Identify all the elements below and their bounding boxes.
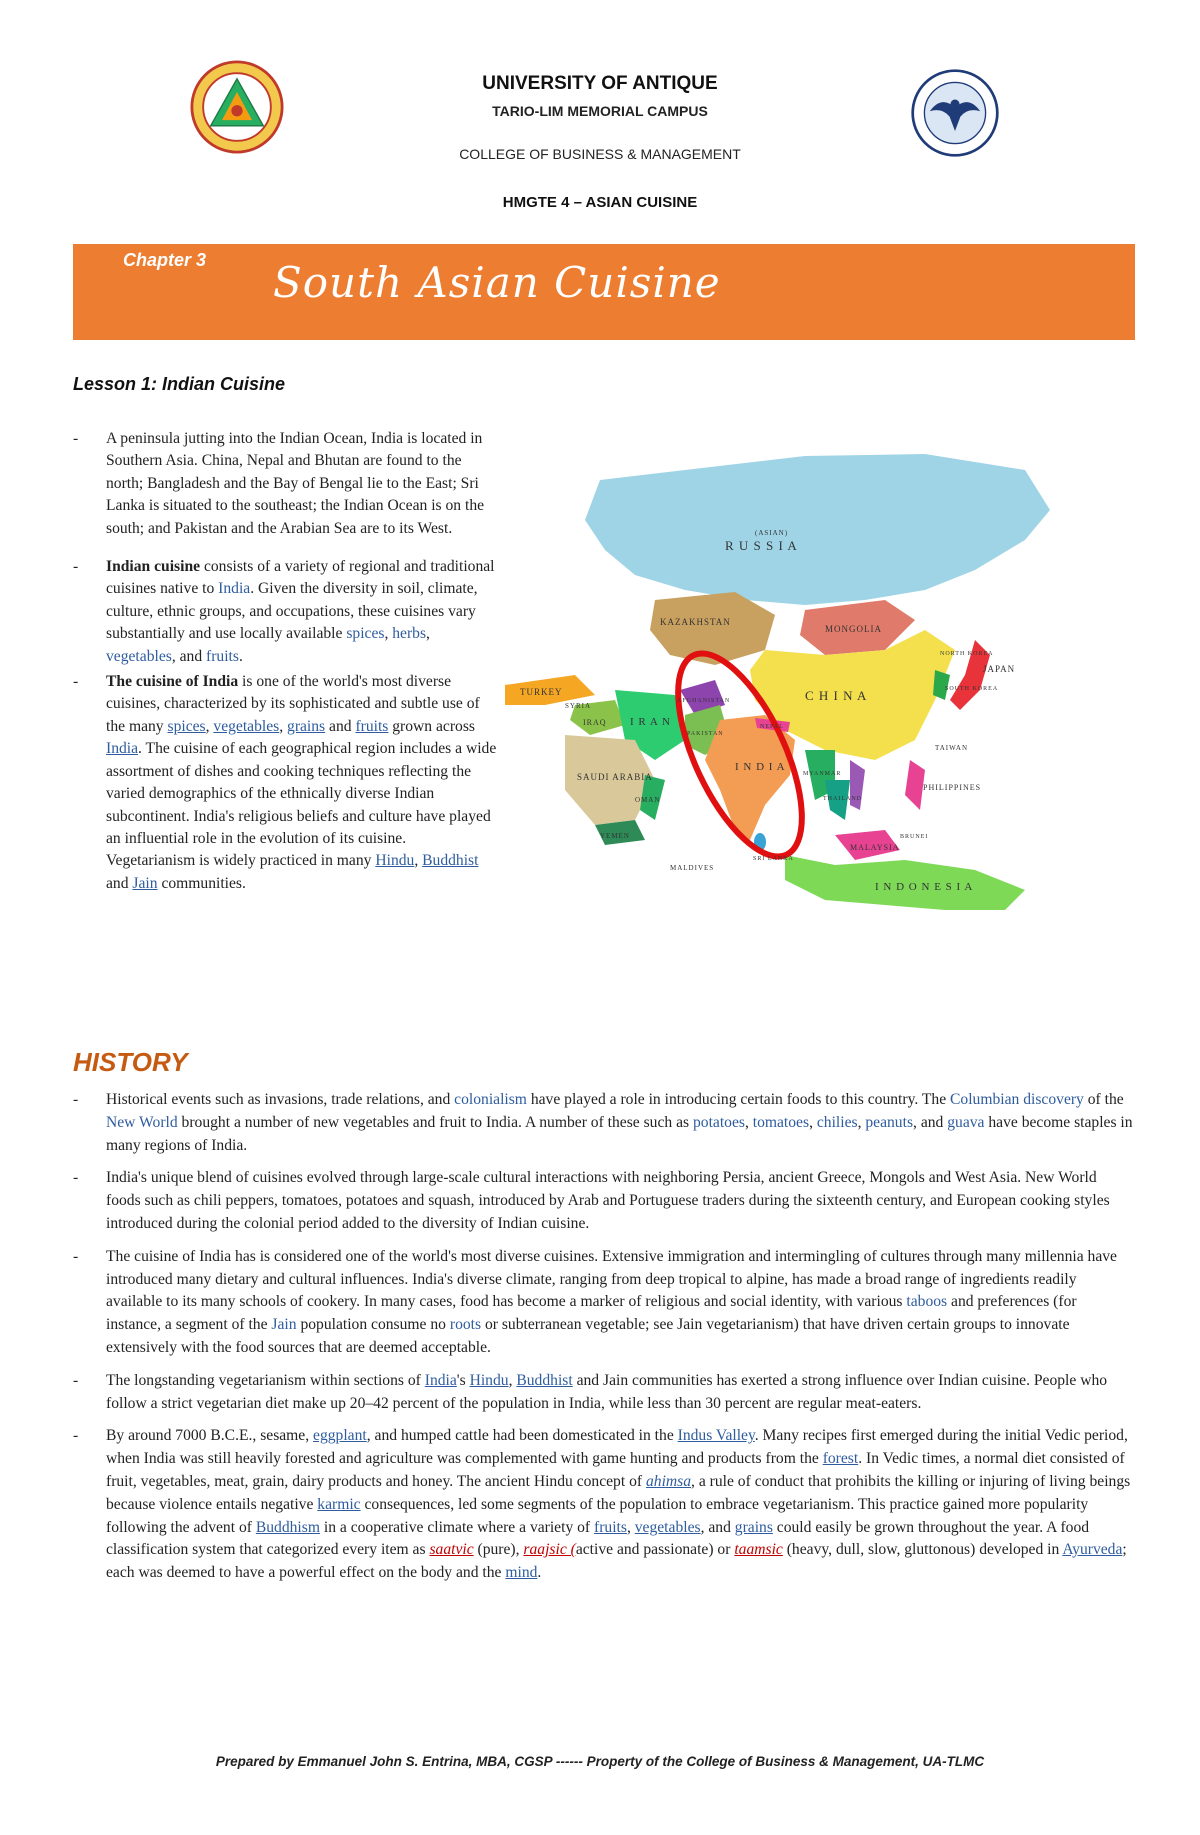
chapter-title: South Asian Cuisine (273, 258, 721, 307)
lesson-title: Lesson 1: Indian Cuisine (73, 374, 286, 394)
link-guava[interactable]: guava (947, 1113, 985, 1131)
map-label-maldives: MALDIVES (670, 864, 715, 872)
link-india-2[interactable]: India (106, 740, 139, 758)
map-philippines (905, 760, 925, 810)
map-label-thailand: THAILAND (823, 796, 862, 802)
history-bullet-4: - The longstanding vegetarianism within sections of India's Hindu, Buddhist and Jain communities has exerted a strong influence over Indian cuisine. People who follow a strict vegetarian diet make up 20–42 percent of the population in India, while less than 30 percent are regular meat-eaters. (73, 1371, 1108, 1412)
map-label-afghanistan: AFGHANISTAN (677, 698, 731, 704)
link-hindu[interactable]: Hindu (375, 852, 415, 870)
history-bullet-5: - By around 7000 B.C.E., sesame, eggplant, and humped cattle had been domesticated in the Indus Valley. Many recipes first emerged during the initial Vedic period, when India was still heavily forested and agriculture was complemented with game hunting and products from the forest. In Vedic times, a normal diet consisted of fruit, vegetables, meat, grain, dairy products and honey. The ancient Hindu concept of ahimsa, a rule of conduct that prohibits the killing or injuring of living beings because violence entails negative karmic consequences, led some segments of the population to embrace vegetarianism. This practice gained more popularity following the advent of Buddhism in a cooperative climate where a variety of fruits, vegetables, and grains could easily be grown throughout the year. A food classification system that categorized every item as saatvic (pure), raajsic (active and passionate) or taamsic (heavy, dull, slow, gluttonous) developed in Ayurveda; each was deemed to have a powerful effect on the body and the mind. (73, 1427, 1131, 1582)
link-fruits-3[interactable]: fruits (594, 1518, 627, 1536)
link-buddhist[interactable]: Buddhist (422, 852, 479, 870)
link-eggplant[interactable]: eggplant (313, 1427, 367, 1445)
university-name: UNIVERSITY OF ANTIQUE (482, 73, 718, 94)
link-ahimsa[interactable]: ahimsa (645, 1472, 692, 1490)
link-herbs[interactable]: herbs (392, 625, 427, 643)
map-label-sri-lanka: SRI LANKA (753, 856, 794, 862)
campus-name: TARIO-LIM MEMORIAL CAMPUS (492, 103, 708, 119)
link-peanuts[interactable]: peanuts (865, 1113, 914, 1131)
link-taboos[interactable]: taboos (906, 1293, 948, 1311)
link-india[interactable]: India (218, 580, 251, 598)
map-label-nepal: NEPAL (760, 724, 784, 730)
link-saatvic[interactable]: saatvic (429, 1541, 474, 1559)
history-bullet-2: - India's unique blend of cuisines evolved through large-scale cultural interactions with neighboring Persia, ancient Greece, Mongols and West Asia. New World foods such as chili peppers, tomatoes, potatoes and squash, introduced by Arab and Portuguese traders during the sixteenth century, and European cooking styles introduced during the colonial period added to the diversity of Indian cuisine. (73, 1169, 1110, 1232)
chapter-banner (73, 244, 1135, 340)
page-footer: Prepared by Emmanuel John S. Entrina, MBA, CGSP ------ Property of the College of Business & Management, UA-TLMC (215, 1754, 985, 1769)
college-name: COLLEGE OF BUSINESS & MANAGEMENT (459, 146, 741, 162)
map-label-north-korea: NORTH KOREA (940, 651, 994, 657)
link-columbian-discovery[interactable]: Columbian discovery (950, 1091, 1084, 1108)
link-vegetables-2[interactable]: vegetables (213, 717, 280, 735)
map-label-russia-small: (ASIAN) (755, 529, 789, 537)
link-vegetables[interactable]: vegetables (106, 647, 172, 665)
link-hindu-2[interactable]: Hindu (469, 1371, 509, 1389)
link-jain-2[interactable]: Jain (271, 1316, 297, 1334)
link-raajsic[interactable]: raajsic ( (523, 1541, 576, 1559)
link-indus-valley[interactable]: Indus Valley (677, 1427, 755, 1445)
map-russia (585, 454, 1050, 605)
map-label-saudi: SAUDI ARABIA (577, 772, 653, 782)
map-label-brunei: BRUNEI (900, 834, 929, 840)
link-spices-2[interactable]: spices (167, 717, 206, 735)
map-label-china: C H I N A (805, 688, 868, 703)
link-fruits[interactable]: fruits (206, 647, 239, 665)
intro-bullets (73, 428, 498, 905)
history-bullet-3: - The cuisine of India has is considered one of the world's most diverse cuisines. Extensive immigration and intermingling of cultures through many millennia have introduced many dietary and cultural influences. India's diverse climate, ranging from deep tropical to alpine, has made a broad range of ingredients readily available to its many schools of cookery. In many cases, food has become a marker of religious and social identity, with various taboos and preferences (for instance, a segment of the Jain population consume no roots or subterranean vegetable; see Jain vegetarianism) that have driven certain groups to innovate extensively with the food sources that are deemed acceptable. (73, 1247, 1117, 1356)
map-label-iraq: IRAQ (583, 718, 607, 727)
chapter-label: Chapter 3 (123, 250, 207, 270)
intro-bullet-location: - A peninsula jutting into the Indian Ocean, India is located in Southern Asia. China, Nepal and Bhutan are found to the north; Bangladesh and the Bay of Bengal lie to the East; Sri Lanka is situated to the southeast; the Indian Ocean is on the south; and Pakistan and the Arabian Sea are to its West. (73, 430, 485, 537)
link-colonialism[interactable]: colonialism (454, 1091, 527, 1108)
map-label-kazakhstan: KAZAKHSTAN (660, 617, 731, 627)
map-label-philippines: PHILIPPINES (923, 783, 982, 792)
map-label-japan: JAPAN (983, 664, 1016, 674)
map-korea (933, 670, 950, 700)
link-spices[interactable]: spices (346, 625, 385, 643)
link-new-world[interactable]: New World (106, 1113, 178, 1131)
map-label-yemen: YEMEN (600, 832, 630, 840)
map-label-taiwan: TAIWAN (935, 744, 969, 752)
link-forest[interactable]: forest (822, 1450, 859, 1468)
map-label-turkey: TURKEY (520, 687, 563, 697)
asia-map (505, 450, 1050, 980)
map-label-india: I N D I A (735, 761, 786, 773)
map-label-mongolia: MONGOLIA (825, 624, 882, 634)
link-jain[interactable]: Jain (132, 874, 158, 892)
link-vegetables-3[interactable]: vegetables (634, 1518, 701, 1536)
link-grains[interactable]: grains (287, 717, 326, 735)
link-grains-2[interactable]: grains (734, 1518, 773, 1536)
map-label-malaysia: MALAYSIA (850, 843, 900, 852)
link-potatoes[interactable]: potatoes (692, 1113, 745, 1131)
link-mind[interactable]: mind (505, 1564, 538, 1582)
map-label-russia: R U S S I A (725, 538, 798, 553)
link-fruits-2[interactable]: fruits (355, 717, 389, 735)
link-buddhist-2[interactable]: Buddhist (516, 1371, 573, 1389)
course-title: HMGTE 4 – ASIAN CUISINE (502, 194, 698, 211)
map-label-myanmar: MYANMAR (803, 771, 842, 777)
map-label-pakistan: PAKISTAN (687, 731, 724, 737)
history-bullet-1: - Historical events such as invasions, trade relations, and colonialism have played a role in introducing certain foods to this country. The Columbian discovery of the New World brought a number of new vegetables and fruit to India. A number of these such as potatoes, tomatoes, chilies, peanuts, and guava have become staples in many regions of India. (73, 1091, 1133, 1154)
map-label-south-korea: SOUTH KOREA (945, 686, 999, 692)
link-chilies[interactable]: chilies (816, 1113, 858, 1131)
map-label-indonesia: I N D O N E S I A (875, 881, 974, 893)
history-bullets (73, 1089, 1135, 1595)
map-vietnam (850, 760, 865, 810)
map-label-iran: I R A N (630, 716, 671, 728)
link-roots[interactable]: roots (449, 1316, 482, 1334)
map-label-oman: OMAN (635, 796, 661, 804)
intro-bullet-cuisine-of-india: - The cuisine of India is one of the world's most diverse cuisines, characterized by its sophisticated and subtle use of the many spices, vegetables, grains and fruits grown across India. The cuisine of each geographical region includes a wide assortment of dishes and cooking techniques reflecting the varied demographics of the ethnically diverse Indian subcontinent. India's religious beliefs and culture have played an influential role in the evolution of its cuisine. Vegetarianism is widely practiced in many Hindu, Buddhist and Jain communities. (73, 673, 497, 892)
link-india-3[interactable]: India (424, 1371, 457, 1389)
history-heading: HISTORY (73, 1047, 188, 1077)
map-label-syria: SYRIA (565, 702, 592, 710)
link-taamsic[interactable]: taamsic (734, 1541, 783, 1559)
link-karmic[interactable]: karmic (317, 1495, 361, 1513)
link-tomatoes[interactable]: tomatoes (752, 1113, 810, 1131)
intro-bullet-indian-cuisine: - Indian cuisine consists of a variety of regional and traditional cuisines native to India. Given the diversity in soil, climate, culture, ethnic groups, and occupations, these cuisines vary substantially and use locally available spices, herbs, vegetables, and fruits. (73, 558, 495, 665)
link-buddhism[interactable]: Buddhism (255, 1518, 320, 1536)
link-ayurveda[interactable]: Ayurveda (1062, 1541, 1123, 1559)
